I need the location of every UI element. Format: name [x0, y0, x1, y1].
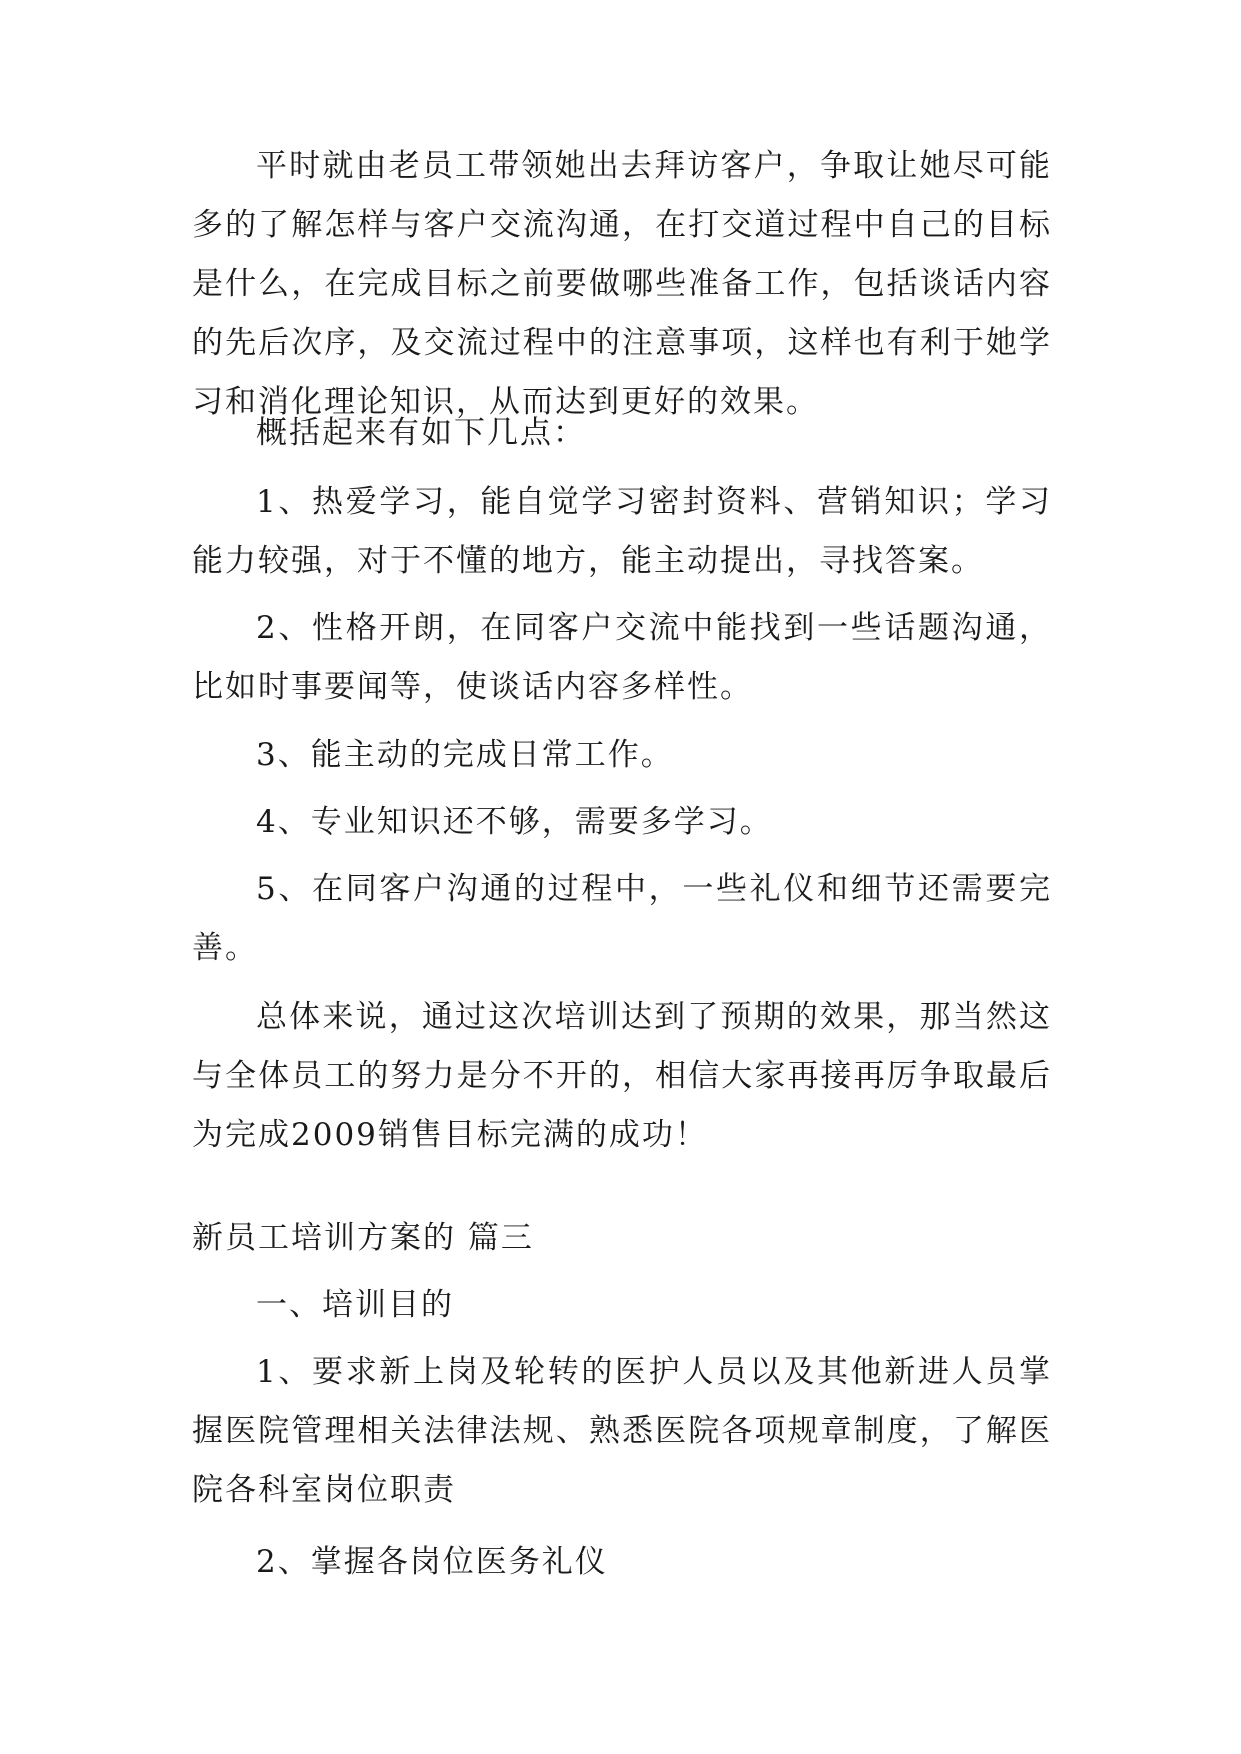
body-paragraph: 总体来说，通过这次培训达到了预期的效果，那当然这与全体员工的努力是分不开的，相信大家再接再厉争取最后为完成2009销售目标完满的成功！	[192, 999, 1052, 1153]
list-item: 1、要求新上岗及轮转的医护人员以及其他新进人员掌握医院管理相关法律法规、熟悉医院各项规章制度，了解医院各科室岗位职责	[192, 1354, 1052, 1508]
list-item: 1、热爱学习，能自觉学习密封资料、营销知识；学习能力较强，对于不懂的地方，能主动提出，寻找答案。	[192, 484, 1052, 579]
section-heading: 新员工培训方案的 篇三	[192, 1220, 534, 1256]
list-item: 2、性格开朗，在同客户交流中能找到一些话题沟通，比如时事要闻等，使谈话内容多样性。	[192, 610, 1052, 705]
section-subheading: 一、培训目的	[256, 1287, 454, 1323]
list-item: 3、能主动的完成日常工作。	[256, 737, 674, 773]
list-item: 4、专业知识还不够，需要多学习。	[256, 804, 773, 840]
list-item: 2、掌握各岗位医务礼仪	[256, 1544, 608, 1580]
body-paragraph: 平时就由老员工带领她出去拜访客户，争取让她尽可能多的了解怎样与客户交流沟通，在打交道过程中自己的目标是什么，在完成目标之前要做哪些准备工作，包括谈话内容的先后次序，及交流过程中的注意事项，这样也有利于她学习和消化理论知识，从而达到更好的效果。	[192, 148, 1052, 420]
body-paragraph: 概括起来有如下几点：	[256, 415, 586, 451]
list-item: 5、在同客户沟通的过程中，一些礼仪和细节还需要完善。	[192, 871, 1052, 966]
